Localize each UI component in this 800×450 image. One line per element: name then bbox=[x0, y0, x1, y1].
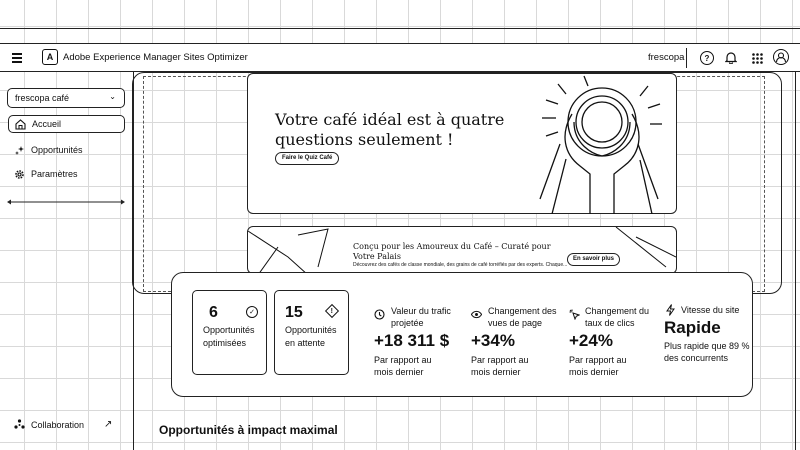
promo-title: Conçu pour les Amoureux du Café – Curaté pour Votre Palais bbox=[353, 242, 551, 261]
site-speed-label: Vitesse du site bbox=[681, 305, 740, 315]
clock-icon bbox=[374, 309, 385, 320]
bell-icon[interactable] bbox=[724, 50, 738, 64]
check-circle-icon: ✓ bbox=[246, 306, 258, 318]
top-frame bbox=[0, 28, 800, 44]
alert-diamond-icon: ! bbox=[325, 304, 339, 318]
sidebar-item-collaboration[interactable] bbox=[14, 419, 84, 430]
click-icon bbox=[569, 309, 580, 320]
header-divider bbox=[686, 48, 687, 68]
promo-subtitle: Découvrez des cafés de classe mondiale, des grains de café torréfiés par des experts. Chaque... bbox=[353, 262, 568, 268]
sidebar-item-label: Opportunités bbox=[31, 145, 83, 155]
ctr-label: Changement du taux de clics bbox=[585, 306, 650, 328]
chevron-down-icon: ⌄ bbox=[109, 92, 116, 101]
site-select[interactable] bbox=[7, 88, 125, 108]
banner-illustration bbox=[248, 227, 338, 274]
bolt-icon bbox=[665, 304, 676, 315]
optimized-label: Opportunités optimisées bbox=[203, 325, 255, 348]
sidebar-item-label: Accueil bbox=[32, 119, 62, 129]
sidebar-width-guide bbox=[7, 199, 125, 205]
sidebar-item-opportunites[interactable] bbox=[8, 141, 125, 159]
gear-icon bbox=[14, 169, 25, 180]
page-views-value: +34% bbox=[471, 331, 515, 350]
app-title: Adobe Experience Manager Sites Optimizer bbox=[63, 52, 248, 63]
ctr-value: +24% bbox=[569, 331, 613, 350]
adobe-logo: A bbox=[42, 49, 58, 65]
sidebar-item-accueil[interactable] bbox=[8, 115, 125, 133]
sidebar-item-parametres[interactable] bbox=[8, 165, 125, 183]
pending-count: 15 bbox=[285, 304, 303, 321]
page-views-label: Changement des vues de page bbox=[488, 306, 557, 328]
banner-illustration-right bbox=[606, 227, 676, 274]
site-select-value: frescopa café bbox=[15, 93, 70, 103]
learn-more-button[interactable]: En savoir plus bbox=[567, 253, 620, 266]
hero-title: Votre café idéal est à quatre questions seulement ! bbox=[275, 110, 505, 149]
org-switcher[interactable]: frescopa bbox=[648, 52, 685, 63]
user-avatar[interactable] bbox=[773, 49, 789, 65]
menu-icon[interactable] bbox=[12, 53, 22, 62]
sidebar-item-label: Collaboration bbox=[31, 419, 85, 430]
help-icon[interactable]: ? bbox=[700, 51, 714, 65]
optimized-count: 6 bbox=[209, 304, 218, 321]
open-external-icon[interactable]: ↗ bbox=[104, 419, 113, 430]
ctr-comparison: Par rapport au mois dernier bbox=[569, 355, 627, 377]
home-icon bbox=[15, 119, 26, 130]
traffic-value-comparison: Par rapport au mois dernier bbox=[374, 355, 432, 377]
right-border bbox=[795, 72, 796, 450]
sidebar-item-label: Paramètres bbox=[31, 169, 78, 179]
traffic-value-label: Valeur du trafic projetée bbox=[391, 306, 451, 328]
page-views-comparison: Par rapport au mois dernier bbox=[471, 355, 529, 377]
sparkle-icon bbox=[14, 145, 25, 156]
coffee-cup-illustration bbox=[500, 74, 670, 214]
traffic-value: +18 311 $ bbox=[374, 331, 450, 350]
site-speed-comparison: Plus rapide que 89 % des concurrents bbox=[664, 341, 750, 363]
pending-label: Opportunités en attente bbox=[285, 325, 337, 348]
apps-grid-icon[interactable] bbox=[750, 51, 764, 65]
quiz-button[interactable]: Faire le Quiz Café bbox=[275, 152, 339, 165]
eye-icon bbox=[471, 309, 482, 320]
collaboration-icon bbox=[14, 419, 25, 430]
site-speed-value: Rapide bbox=[664, 318, 721, 337]
section-title: Opportunités à impact maximal bbox=[159, 423, 338, 437]
